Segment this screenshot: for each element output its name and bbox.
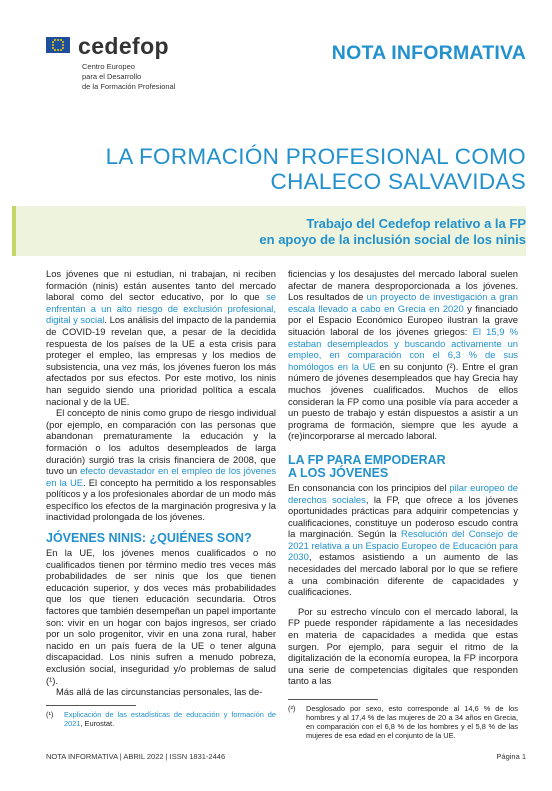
text-link[interactable]: Explicación de las estadísticas de educación y formación de 2021	[64, 709, 276, 728]
star-icon	[62, 44, 64, 46]
star-icon	[57, 49, 59, 51]
text-link[interactable]: se enfrentan a un alto riesgo de exclusión profesional, digital y social	[46, 291, 276, 326]
section-heading-fp	[288, 454, 518, 480]
column-left	[46, 268, 276, 728]
org-line: para el Desarrollo	[82, 72, 142, 81]
page-number: Página 1	[496, 752, 526, 761]
footnote-number: (²)	[288, 704, 296, 713]
paragraph: En consonancia con los principios del pilar europeo de derechos sociales, la FP, que ofrece a los jóvenes oportunidades prácticas para adquirir competencias y cualificaciones, constituye un poderoso escudo contra la marginación. Según la Resolución del Consejo de 2021 relativa a un Espacio Europeo de Educación para 2030, estamos asistiendo a un aumento de las necesidades del mercado laboral por lo que se refiere a una combinación diferente de capacidades y cualificaciones.	[288, 481, 519, 598]
paragraph: Más allá de las circunstancias personales, las de-	[56, 686, 263, 698]
paragraph: En la UE, los jóvenes menos cualificados o no cualificados tienen por término medio tres veces más probabilidades de ser ninis que los que tienen educación superior, y dos veces más probabilidades que los que tienen educación secundaria. Otros factores que también desempeñan un papel importante son: vivir en un hogar con bajos ingresos, ser criado por un solo progenitor, vivir en una zona rural, haber nacido en un país fuera de la UE o tener alguna discapacidad. Los ninis sufren a menudo pobreza, exclusión social, inseguridad y/o problemas de salud (¹).	[46, 547, 276, 686]
star-icon	[60, 49, 62, 51]
org-line: de la Formación Profesional	[82, 82, 176, 91]
footnote-text: Explicación de las estadísticas de educación y formación de 2021, Eurostat.	[64, 709, 276, 728]
text-link[interactable]: un proyecto de investigación a gran escala llevado a cabo en Grecia en 2020	[288, 291, 518, 314]
title-line: CHALECO SALVAVIDAS	[270, 169, 526, 194]
footnote-divider	[288, 699, 378, 700]
footnote-number: (¹)	[46, 709, 54, 719]
star-icon	[52, 44, 54, 46]
document-type: NOTA INFORMATIVA	[331, 42, 526, 64]
text-link[interactable]: Resolución del Consejo de 2021 relativa a un Espacio Europeo de Educación para 2030	[288, 528, 519, 563]
text-link[interactable]: El 15,9 % estaban desempleados y buscando activamente un empleo, en comparación con el 6,3 % de sus homólogos en la UE	[288, 325, 518, 372]
footnote-1	[46, 710, 276, 728]
paragraph: ficiencias y los desajustes del mercado laboral suelen afectar de manera desproporcionada a los jóvenes. Los resultados de un proyecto de investigación a gran escala llevado a cabo en Grecia en 2020 y financiado por el Espacio Económico Europeo ilustran la grave situación laboral de los jóvenes griegos: El 15,9 % estaban desempleados y buscando activamente un empleo, en comparación con el 6,3 % de sus homólogos en la UE en su conjunto (²). Entre el gran número de jóvenes desempleados que hay Grecia hay muchos jóvenes cualificados. Muchos de ellos consideran la FP como una posible vía para acceder a un puesto de trabajo y están dispuestos a asistir a un programa de formación, siempre que les ayude a (re)incorporarse al mercado laboral.	[288, 268, 518, 442]
star-icon	[62, 47, 64, 49]
subtitle-line: Trabajo del Cedefop relativo a la FP	[306, 216, 526, 231]
text-link[interactable]: efecto devastador en el empleo de los jóvenes en la UE	[46, 465, 277, 488]
org-line: Centro Europeo	[82, 62, 135, 71]
column-right	[288, 268, 518, 740]
paragraph: Los jóvenes que ni estudian, ni trabajan, ni reciben formación (ninis) están ausentes tanto del mercado laboral como del sector educativo, por lo que se enfrentan a un alto riesgo de exclusión profesional, digital y social. Los análisis del impacto de la pandemia de COVID-19 revelan que, a pesar de la decidida respuesta de los países de la UE a esta crisis para proteger el empleo, las empresas y los medios de subsistencia, una vez más, los jóvenes fueron los más afectados por sus efectos. Por este motivo, los ninis han seguido siendo una prioridad política a escala nacional y de la UE.	[46, 268, 276, 407]
section-heading-ninis: JÓVENES NINIS: ¿QUIÉNES SON?	[46, 531, 252, 546]
eu-flag-logo	[46, 37, 70, 53]
subtitle	[56, 216, 526, 248]
footnote-divider	[46, 705, 136, 706]
star-icon	[57, 39, 59, 41]
text-link[interactable]: pilar europeo de derechos sociales	[288, 481, 519, 505]
heading-line: LA FP PARA EMPODERAR	[288, 452, 446, 467]
footnote-2	[288, 704, 518, 740]
subtitle-line: en apoyo de la inclusión social de los ninis	[259, 232, 526, 247]
footer-info: NOTA INFORMATIVA | ABRIL 2022 | ISSN 1831-2446	[46, 752, 226, 761]
banner-accent-bar	[12, 206, 16, 256]
organization-name	[82, 62, 175, 92]
paragraph: El concepto de ninis como grupo de riesgo individual (por ejemplo, en comparación con las personas que abandonan prematuramente la educación y la formación o los adultos desempleados de larga duración) surgió tras la crisis financiera de 2008, que tuvo un efecto devastador en el empleo de los jóvenes en la UE. El concepto ha permitido a los responsables políticos y a los profesionales abordar de un modo más específico los efectos de la marginación progresiva y la inactividad prolongada de los jóvenes.	[46, 407, 277, 523]
cedefop-logo: cedefop	[78, 33, 169, 59]
title-line: LA FORMACIÓN PROFESIONAL COMO	[105, 144, 526, 169]
footnote-text: Desglosado por sexo, esto corresponde al 14,6 % de los hombres y al 17,4 % de las mujeres de 20 a 34 años en Grecia, en comparación con el 6,8 % de los hombres y el 5,8 % de las mujeres de esa edad en el conjunto de la UE.	[306, 704, 518, 740]
page-title	[46, 144, 526, 194]
heading-line: A LOS JÓVENES	[288, 465, 389, 480]
paragraph: Por su estrecho vínculo con el mercado laboral, la FP puede responder rápidamente a las necesidades en materia de capacidades a medida que estas surgen. Por ejemplo, para seguir el ritmo de la digitalización de la economía europea, la FP incorpora una serie de competencias digitales que responden tanto a las	[288, 605, 518, 687]
